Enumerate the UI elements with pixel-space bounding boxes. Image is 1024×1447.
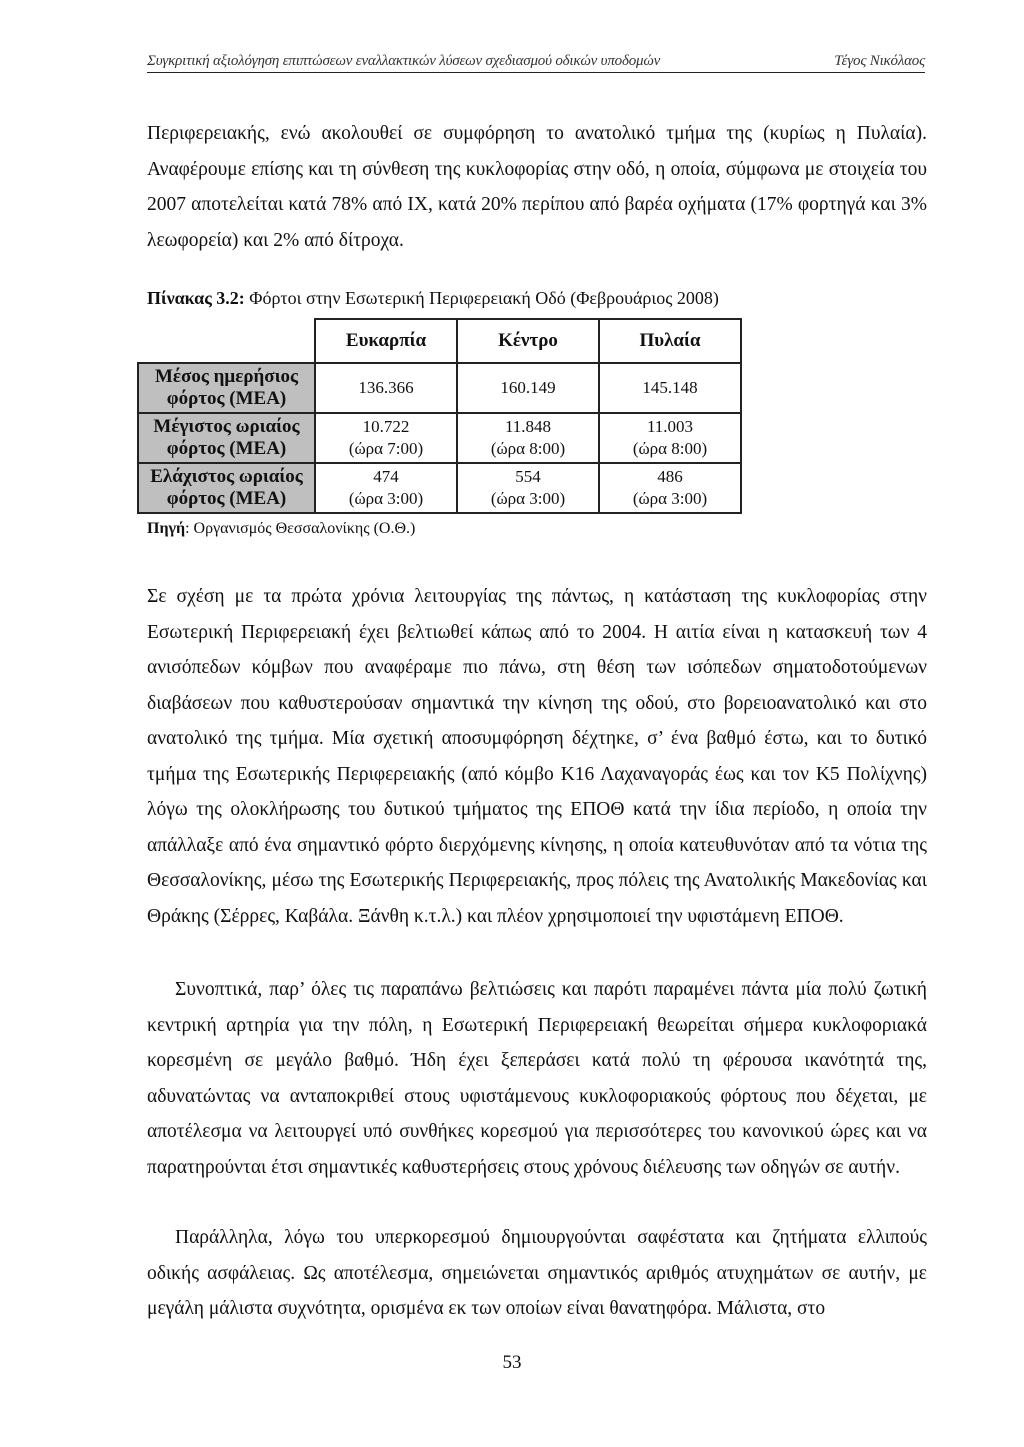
row-header-min-hourly (138, 463, 315, 513)
cell-time: (ώρα 7:00) (348, 439, 424, 458)
cell-value: 474 (373, 467, 399, 486)
table-cell (599, 413, 741, 463)
traffic-load-table (137, 318, 742, 514)
page-number: 53 (502, 1352, 522, 1373)
cell-time: (ώρα 8:00) (632, 439, 708, 458)
cell-time: (ώρα 3:00) (490, 489, 566, 508)
column-header-pylaia: Πυλαία (599, 319, 741, 363)
table-cell (457, 413, 599, 463)
cell-value: 145.148 (642, 378, 698, 397)
table-cell (457, 363, 599, 413)
column-header-kentro: Κέντρο (457, 319, 599, 363)
cell-value: 11.003 (646, 417, 694, 436)
row-header-line: Μέσος ημερήσιος (154, 366, 299, 387)
paragraph-traffic-composition: Περιφερειακής, ενώ ακολουθεί σε συμφόρηση το ανατολικό τμήμα της (κυρίως η Πυλαία). Αναφέρουμε επίσης και τη σύνθεση της κυκλοφορίας στην οδό, η οποία, σύμφωνα με στοιχεία του 2007 αποτελείται κατά 78% από ΙΧ, κατά 20% περίπου από βαρέα οχήματα (17% φορτηγά και 3% λεωφορεία) και 2% από δίτροχα. (147, 123, 927, 251)
cell-time: (ώρα 3:00) (348, 489, 424, 508)
paragraph-safety: Παράλληλα, λόγω του υπερκορεσμού δημιουργούνται σαφέστατα και ζητήματα ελλιπούς οδικής ασφάλειας. Ως αποτέλεσμα, σημειώνεται σημαντικός αριθμός ατυχημάτων σε αυτήν, με μεγάλη μάλιστα συχνότητα, ορισμένα εκ των οποίων είναι θανατηφόρα. Μάλιστα, στο (147, 1227, 927, 1319)
table-cell (599, 363, 741, 413)
table-cell (315, 413, 457, 463)
cell-value: 136.366 (358, 378, 414, 397)
table-row (138, 413, 741, 463)
cell-value: 486 (657, 467, 683, 486)
row-header-line: Μέγιστος ωριαίος (153, 416, 300, 437)
cell-value: 11.848 (504, 417, 552, 436)
header-title: Συγκριτική αξιολόγηση επιπτώσεων εναλλακτικών λύσεων σχεδιασμού οδικών υποδομών (147, 53, 661, 69)
table-header-row (138, 319, 741, 363)
column-header-evkarpia: Ευκαρπία (315, 319, 457, 363)
table-caption (147, 283, 719, 313)
table-caption-text: Φόρτοι στην Εσωτερική Περιφερειακή Οδό (Φεβρουάριος 2008) (244, 288, 719, 308)
row-header-line: φόρτος (ΜΕΑ) (166, 488, 287, 509)
paragraph-improvements: Σε σχέση με τα πρώτα χρόνια λειτουργίας της πάντως, η κατάσταση της κυκλοφορίας στην Εσωτερική Περιφερειακή έχει βελτιωθεί κάπως από το 2004. Η αιτία είναι η κατασκευή των 4 ανισόπεδων κόμβων που αναφέραμε πιο πάνω, στη θέση των ισόπεδων σηματοδοτούμενων διαβάσεων που καθυστερούσαν σημαντικά την κίνηση της οδού, στο βορειοανατολικό και στο ανατολικό της τμήμα. Μία σχετική αποσυμφόρηση δέχτηκε, σ’ ένα βαθμό έστω, και το δυτικό τμήμα της Εσωτερικής Περιφερειακής (από κόμβο Κ16 Λαχαναγοράς έως και τον Κ5 Πολίχνης) λόγω της ολοκλήρωσης του δυτικού τμήματος της ΕΠΟΘ κατά την ίδια περίοδο, η οποία την απάλλαξε από ένα σημαντικό φόρτο διερχόμενης κίνησης, η οποία κατευθυνόταν από τα νότια της Θεσσαλονίκης, μέσω της Εσωτερικής Περιφερειακής, προς πόλεις της Ανατολικής Μακεδονίας και Θράκης (Σέρρες, Καβάλα. Ξάνθη κ.τ.λ.) και πλέον χρησιμοποιεί την υφιστάμενη ΕΠΟΘ. (147, 586, 927, 927)
table-cell (315, 363, 457, 413)
row-header-line: φόρτος (ΜΕΑ) (166, 388, 287, 409)
row-header-max-hourly (138, 413, 315, 463)
table-source (147, 520, 415, 538)
cell-time: (ώρα 8:00) (490, 439, 566, 458)
table-row (138, 363, 741, 413)
table-caption-label: Πίνακας 3.2: (147, 288, 245, 308)
cell-value: 160.149 (500, 378, 556, 397)
running-header (147, 50, 925, 73)
table-cell (599, 463, 741, 513)
table-corner-cell (138, 319, 315, 363)
row-header-line: φόρτος (ΜΕΑ) (166, 438, 287, 459)
table-cell (457, 463, 599, 513)
row-header-average-daily (138, 363, 315, 413)
row-header-line: Ελάχιστος ωριαίος (150, 466, 303, 487)
header-author: Τέγος Νικόλαος (834, 53, 925, 69)
table-row (138, 463, 741, 513)
source-text: : Οργανισμός Θεσσαλονίκης (Ο.Θ.) (185, 520, 416, 537)
cell-time: (ώρα 3:00) (632, 489, 708, 508)
table-cell (315, 463, 457, 513)
source-label: Πηγή (147, 520, 186, 537)
cell-value: 554 (515, 467, 541, 486)
cell-value: 10.722 (362, 417, 410, 436)
paragraph-summary: Συνοπτικά, παρ’ όλες τις παραπάνω βελτιώσεις και παρότι παραμένει πάντα μία πολύ ζωτική κεντρική αρτηρία για την πόλη, η Εσωτερική Περιφερειακή θεωρείται σήμερα κυκλοφοριακά κορεσμένη σε μεγάλο βαθμό. Ήδη έχει ξεπεράσει κατά πολύ τη φέρουσα ικανότητά της, αδυνατώντας να ανταποκριθεί στους υφιστάμενους κυκλοφοριακούς φόρτους που δέχεται, με αποτέλεσμα να λειτουργεί υπό συνθήκες κορεσμού για περισσότερες του κανονικού ώρες και να παρατηρούνται έτσι σημαντικές καθυστερήσεις στους χρόνους διέλευσης των οδηγών σε αυτήν. (147, 979, 927, 1178)
